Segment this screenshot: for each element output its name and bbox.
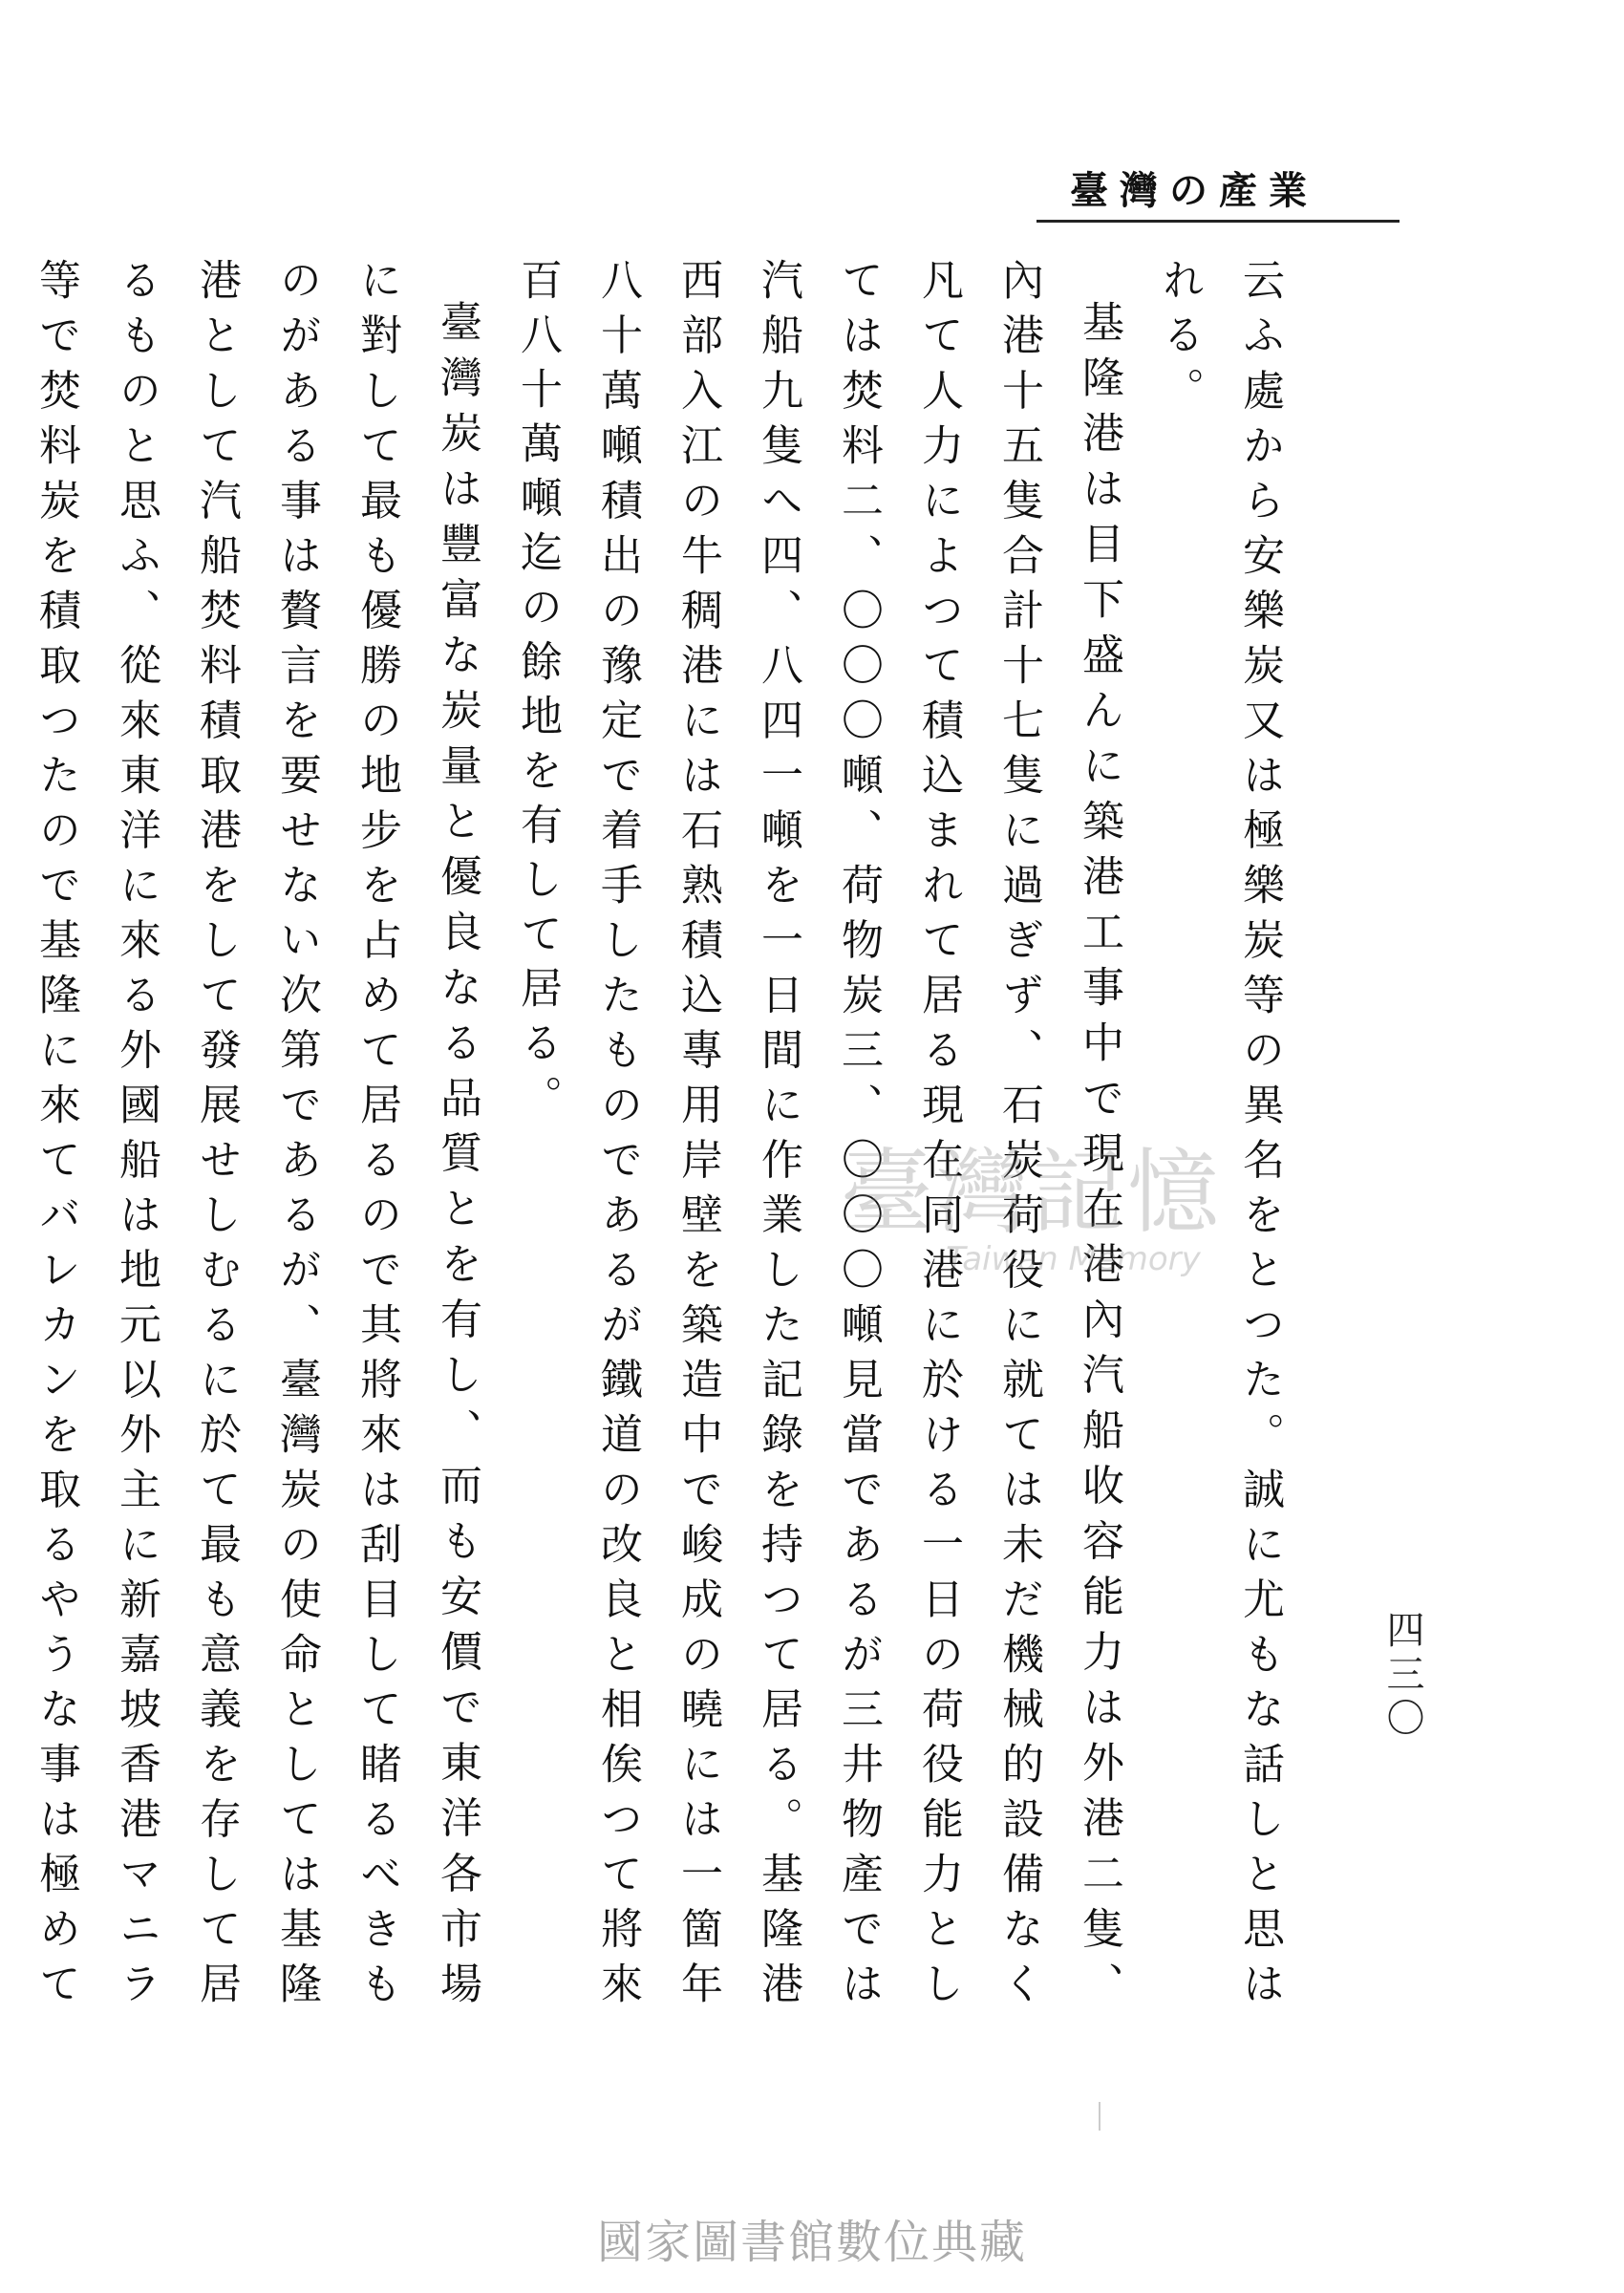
running-header-title: 臺灣の產業: [1070, 168, 1318, 213]
taiwan-memory-watermark: [841, 1139, 1299, 1309]
paragraph-1: 云ふ處から安樂炭又は極樂炭等の異名をとつた。誠に尤もな話しと思はれる。: [1155, 258, 1284, 2016]
body-text: [32, 258, 1299, 2017]
watermark-subtext: Taiwan Memory: [946, 1240, 1201, 1278]
footer-collection-label: 國家圖書館數位典藏: [596, 2216, 1027, 2269]
scan-mark: [1099, 2102, 1100, 2131]
paragraph-2: 基隆港は目下盛んに築港工事中で現在港內汽船收容能力は外港二隻、內港十五隻合計十七隻に過ぎず、石炭荷役に就ては未だ機械的設備なく凡て人力によつて積込まれて居る現在同港に於ける一日の荷役能力としては焚料二、〇〇〇噸、荷物炭三、〇〇〇噸見當であるが三井物產では汽船九隻へ四、八四一噸を一日間に作業した記錄を持つて居る。基隆港西部入江の牛稠港には石熟積込專用岸壁を築造中で峻成の曉には一箇年八十萬噸積出の豫定で着手したものであるが鐵道の改良と相俟つて將來百八十萬噸迄の餘地を有して居る。: [513, 258, 1123, 2016]
paragraph-3: 臺灣炭は豐富な炭量と優良なる品質とを有し、而も安價で東洋各市場に對して最も優勝の地步を占めて居るので其將來は刮目して睹るべきものがある事は贅言を要せない次第であるが、臺灣炭の使命としては基隆港として汽船焚料積取港をして發展せしむるに於て最も意義を存して居るものと思ふ、從來東洋に來る外國船は地元以外主に新嘉坡香港マニラ等で焚料炭を積取つたので基隆に來てバレカンを取るやうな事は極めて: [32, 258, 481, 2017]
header-rule: [1036, 220, 1400, 223]
watermark-text: 臺灣記憶: [841, 1139, 1223, 1246]
page-number: 四三〇: [1380, 1610, 1424, 1742]
